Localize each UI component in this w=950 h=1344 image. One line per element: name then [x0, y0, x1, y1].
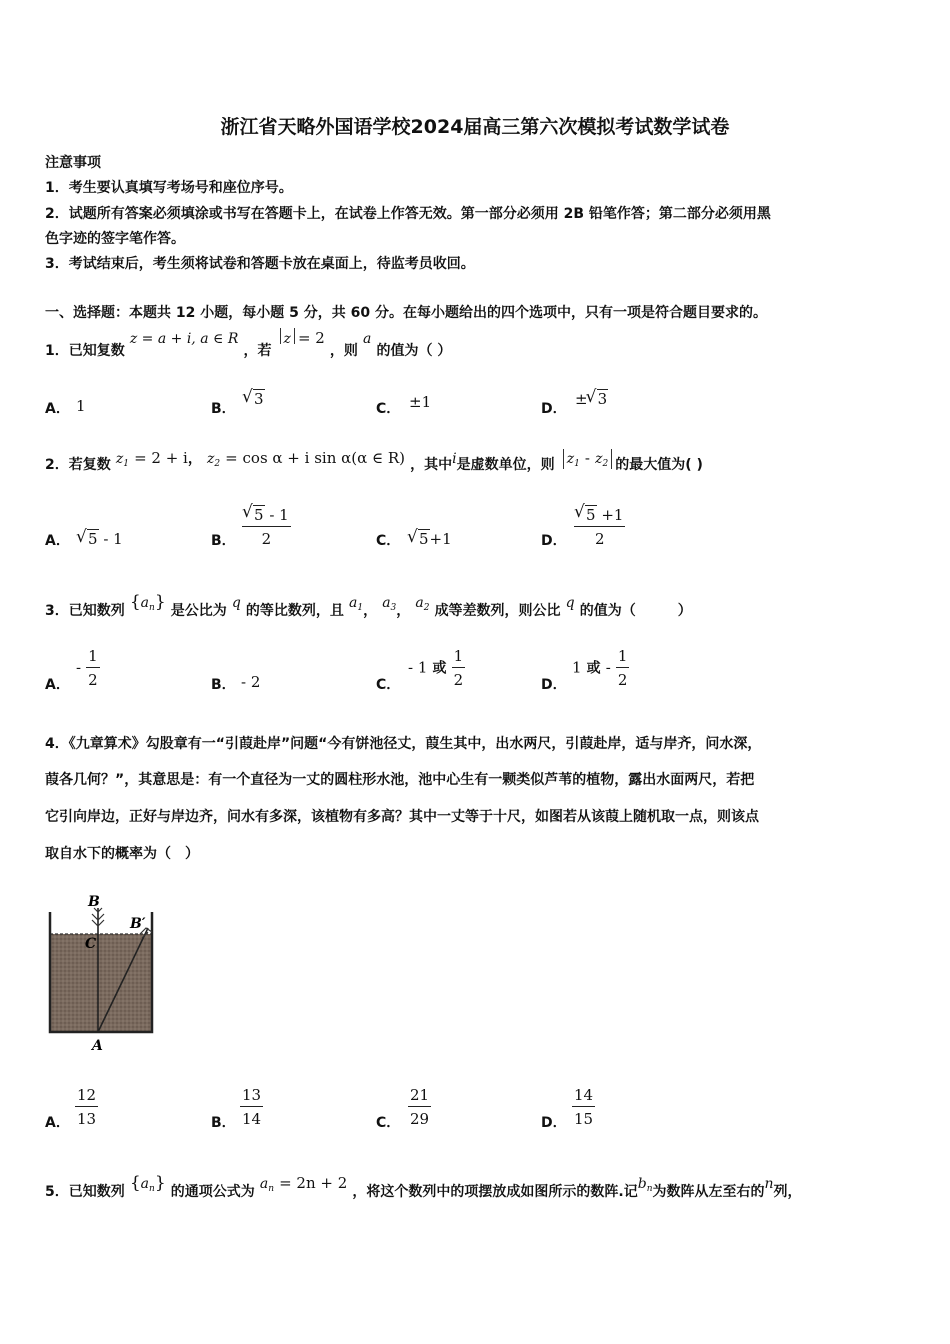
- page-title: 浙江省天略外国语学校2024届高三第六次模拟考试数学试卷: [220, 116, 730, 138]
- q4-line: 它引向岸边，正好与岸边齐，问水有多深，该植物有多高？其中一丈等于十尺，如图若从该葭上随机取一点，则该点: [45, 809, 759, 825]
- option-label: C．: [376, 677, 401, 693]
- q1-math: a: [363, 331, 372, 347]
- question-1: [45, 330, 451, 360]
- option-value: 1 或 - $\frac{1}{2}$: [572, 647, 628, 689]
- option-label: D．: [541, 677, 567, 693]
- option-value: √ 5+1: [409, 530, 452, 548]
- option-value: - 1 或 $\frac{1}{2}$: [408, 647, 464, 689]
- option-label: D．: [541, 1115, 567, 1131]
- option-label: A．: [45, 677, 70, 693]
- option-label: B．: [211, 533, 236, 549]
- option-label: B．: [211, 401, 236, 417]
- option-value: √ $\frac{5 +1}{2}$: [574, 506, 625, 548]
- q1-text: ，则: [329, 343, 358, 359]
- q1-math: = 2: [297, 329, 325, 347]
- option-label: C．: [376, 533, 401, 549]
- option-value: $\frac{13}{14}$: [242, 1086, 262, 1128]
- q1-math: z: [283, 331, 291, 347]
- notice-item: 2．试题所有答案必须填涂或书写在答题卡上，在试卷上作答无效。第一部分必须用 2B 铅笔作答；第二部分必须用黑: [45, 206, 771, 222]
- option-value: √ 5 - 1: [78, 530, 123, 548]
- q1-math: z = a + i, a ∈ R: [129, 331, 239, 347]
- option-label: D．: [541, 533, 567, 549]
- label-a: A: [92, 1038, 103, 1054]
- option-value: ±√ 3: [575, 390, 608, 408]
- notice-item: 色字迹的签字笔作答。: [45, 231, 185, 247]
- option-label: A．: [45, 401, 70, 417]
- label-b-prime: B′: [130, 916, 146, 932]
- label-c: C: [85, 936, 97, 952]
- q1-text: ，若: [243, 343, 272, 359]
- option-value: √ 3: [244, 390, 265, 408]
- question-3: 3．已知数列 $\{a_n\}$ 是公比为 q 的等比数列，且 $a_1$， $a_3$， $a_2$ 成等差数列，则公比 q 的值为（ ）: [45, 592, 692, 619]
- option-value: $\frac{21}{29}$: [410, 1086, 430, 1128]
- question-5: 5．已知数列 $\{a_n\}$ 的通项公式为 $a_n = 2n + 2$ ，将这个数列中的项摆放成如图所示的数阵.记$b_n$为数阵从左至右的n列，: [45, 1173, 802, 1200]
- pond-figure: [40, 890, 170, 1058]
- option-value: 1: [76, 397, 86, 415]
- q4-line: 4．《九章算术》勾股章有一“引葭赴岸”问题“今有饼池径丈，葭生其中，出水两尺，引葭赴岸，适与岸齐，问水深，: [45, 736, 762, 752]
- q4-line: 取自水下的概率为（ ）: [45, 846, 199, 862]
- water-body: [50, 934, 152, 1032]
- option-value: - $\frac{1}{2}$: [76, 647, 98, 689]
- option-label: B．: [211, 1115, 236, 1131]
- q1-text: 1．已知复数: [45, 343, 125, 359]
- option-label: C．: [376, 1115, 401, 1131]
- option-value: - 2: [241, 673, 261, 691]
- notice-item: 1．考生要认真填写考场号和座位序号。: [45, 180, 293, 196]
- option-label: A．: [45, 1115, 70, 1131]
- q2-text: 2．若复数: [45, 457, 111, 473]
- option-label: C．: [376, 401, 401, 417]
- option-label: A．: [45, 533, 70, 549]
- notice-heading: 注意事项: [45, 155, 101, 171]
- notice-item: 3．考试结束后，考生须将试卷和答题卡放在桌面上，待监考员收回。: [45, 256, 475, 272]
- option-value: ±1: [409, 393, 432, 411]
- option-value: √ $\frac{5 - 1}{2}$: [242, 506, 291, 548]
- q1-text: 的值为（ ）: [376, 343, 452, 359]
- label-b: B: [88, 894, 100, 910]
- option-label: D．: [541, 401, 567, 417]
- option-label: B．: [211, 677, 236, 693]
- option-value: $\frac{12}{13}$: [77, 1086, 97, 1128]
- option-value: $\frac{14}{15}$: [574, 1086, 594, 1128]
- section-heading: 一、选择题：本题共 12 小题，每小题 5 分，共 60 分。在每小题给出的四个选项中，只有一项是符合题目要求的。: [45, 305, 767, 321]
- q4-line: 葭各几何？”，其意思是：有一个直径为一丈的圆柱形水池，池中心生有一颗类似芦苇的植物，露出水面两尺，若把: [45, 772, 755, 788]
- question-2: 2．若复数 $z_1 = 2 + i$， $z_2 = \cos \alpha + i$ sin α(α ∈ R) ，其中i是虚数单位，则 $z_1 - z_2$ 的最大值为( ): [45, 449, 703, 473]
